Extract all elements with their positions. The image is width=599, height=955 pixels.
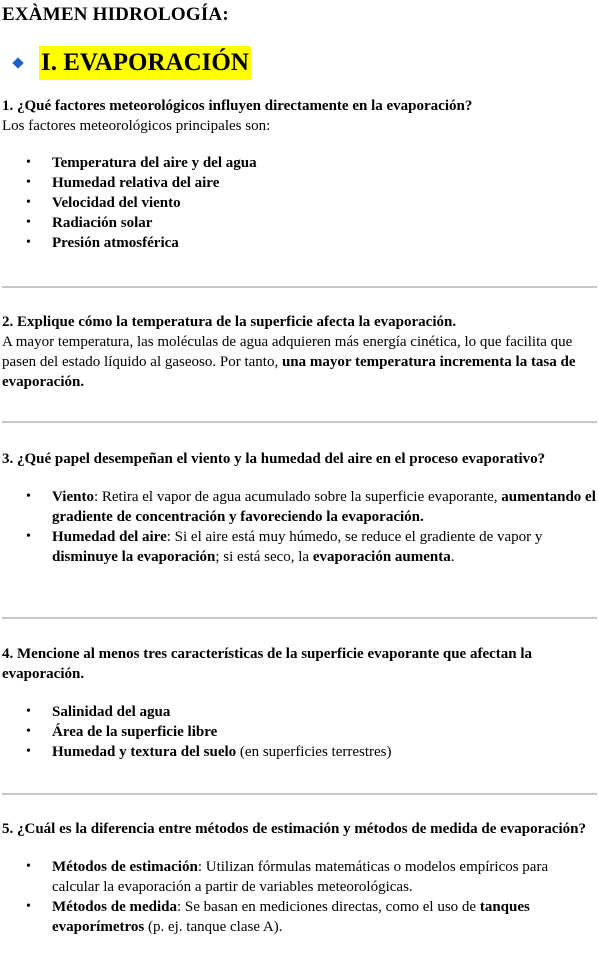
question-3 — [2, 449, 597, 567]
section-heading — [12, 45, 251, 81]
list-item: • Métodos de estimación: Utilizan fórmulas matemáticas o modelos empíricos para calcular la evaporación a partir de variables meteorológicas. — [2, 857, 597, 897]
question-1-title: 1. ¿Qué factores meteorológicos influyen directamente en la evaporación? — [2, 98, 473, 114]
question-1-list — [2, 153, 597, 253]
question-4-list — [2, 702, 597, 762]
list-item: • Humedad y textura del suelo (en superficies terrestres) — [2, 742, 597, 762]
document-title: EXÀMEN HIDROLOGÍA: — [2, 4, 229, 25]
question-3-title: 3. ¿Qué papel desempeñan el viento y la humedad del aire en el proceso evaporativo? — [2, 451, 546, 467]
list-item: • Métodos de medida: Se basan en mediciones directas, como el uso de tanques evaporímetros (p. ej. tanque clase A). — [2, 897, 597, 937]
question-2-answer: A mayor temperatura, las moléculas de agua adquieren más energía cinética, lo que facilita que pasen del estado líquido al gaseoso. Por tanto, una mayor temperatura incrementa la tasa de evaporación. — [2, 334, 576, 390]
question-3-list — [2, 487, 597, 567]
question-1 — [2, 96, 597, 253]
list-item: • Velocidad del viento — [2, 193, 597, 213]
list-item: • Salinidad del agua — [2, 702, 597, 722]
divider — [2, 617, 597, 619]
question-4-title: 4. Mencione al menos tres características de la superficie evaporante que afectan la evaporación. — [2, 646, 533, 682]
question-2-title: 2. Explique cómo la temperatura de la superficie afecta la evaporación. — [2, 314, 457, 330]
question-4 — [2, 644, 597, 762]
list-item: • Temperatura del aire y del agua — [2, 153, 597, 173]
question-2 — [2, 312, 597, 392]
question-1-intro: Los factores meteorológicos principales son: — [2, 118, 271, 134]
list-item: • Radiación solar — [2, 213, 597, 233]
question-5-list — [2, 857, 597, 937]
list-item: • Viento: Retira el vapor de agua acumulado sobre la superficie evaporante, aumentando el gradiente de concentración y favoreciendo la evaporación. — [2, 487, 597, 527]
divider — [2, 286, 597, 288]
question-5-title: 5. ¿Cuál es la diferencia entre métodos de estimación y métodos de medida de evaporación? — [2, 821, 586, 837]
divider — [2, 793, 597, 795]
list-item: • Presión atmosférica — [2, 233, 597, 253]
divider — [2, 421, 597, 423]
list-item: • Área de la superficie libre — [2, 722, 597, 742]
question-5 — [2, 819, 597, 937]
diamond-bullet-icon — [12, 57, 23, 68]
list-item: • Humedad relativa del aire — [2, 173, 597, 193]
list-item: • Humedad del aire: Si el aire está muy húmedo, se reduce el gradiente de vapor y disminuye la evaporación; si está seco, la evaporación aumenta. — [2, 527, 597, 567]
section-title: I. EVAPORACIÓN — [39, 46, 251, 80]
